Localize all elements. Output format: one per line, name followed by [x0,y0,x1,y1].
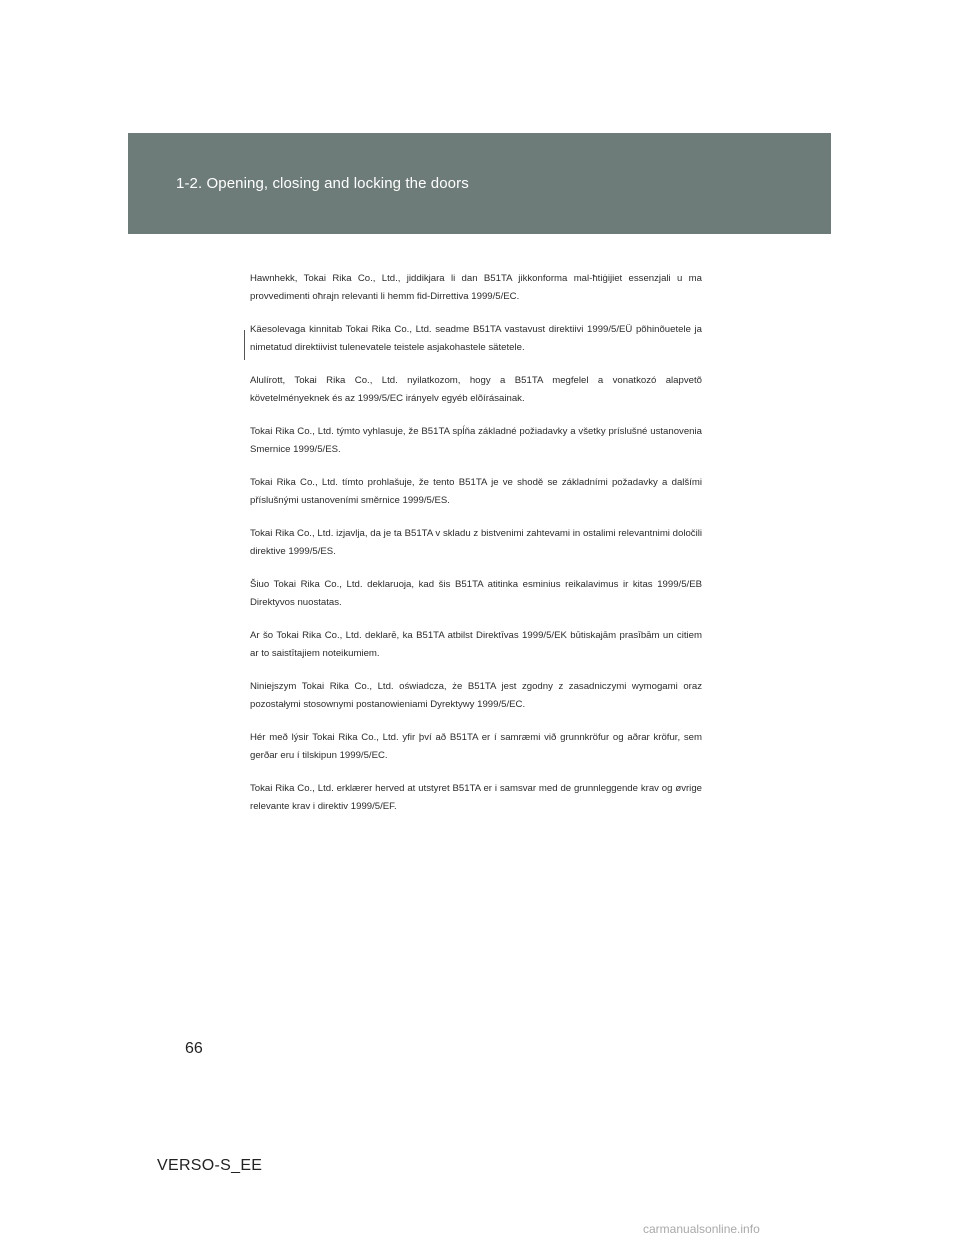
declaration-lithuanian: Šiuo Tokai Rika Co., Ltd. deklaruoja, kad šis B51TA atitinka esminius reikalavimus ir kitas 1999/5/EB Direktyvos nuostatas. [250,579,702,608]
document-code: VERSO-S_EE [157,1157,263,1174]
margin-mark [244,330,245,360]
declaration-slovak: Tokai Rika Co., Ltd. týmto vyhlasuje, že B51TA spĺňa základné požiadavky a všetky príslušné ustanovenia Smernice 1999/5/ES. [250,426,702,455]
declaration-list [250,270,702,815]
declaration-polish: Niniejszym Tokai Rika Co., Ltd. oświadcza, że B51TA jest zgodny z zasadniczymi wymogami oraz pozostałymi stosownymi postanowieniami Dyrektywy 1999/5/EC. [250,681,702,710]
declaration-icelandic: Hér með lýsir Tokai Rika Co., Ltd. yfir því að B51TA er í samræmi við grunnkröfur og aðrar kröfur, sem gerðar eru í tilskipun 1999/5/EC. [250,732,702,761]
watermark: carmanualsonline.info [643,1222,760,1236]
declaration-norwegian: Tokai Rika Co., Ltd. erklærer herved at utstyret B51TA er i samsvar med de grunnleggende krav og øvrige relevante krav i direktiv 1999/5/EF. [250,783,702,812]
declaration-latvian: Ar šo Tokai Rika Co., Ltd. deklarē, ka B51TA atbilst Direktīvas 1999/5/EK būtiskajām prasībām un citiem ar to saistītajiem noteikumiem. [250,630,702,659]
declaration-maltese: Hawnhekk, Tokai Rika Co., Ltd., jiddikjara li dan B51TA jikkonforma mal-ħtiġijiet essenzjali u ma provvedimenti oħrajn relevanti li hemm fid-Dirrettiva 1999/5/EC. [250,273,702,302]
declaration-slovenian: Tokai Rika Co., Ltd. izjavlja, da je ta B51TA v skladu z bistvenimi zahtevami in ostalimi relevantnimi določili direktive 1999/5/ES. [250,528,702,557]
section-header-band [128,133,831,234]
section-title: 1-2. Opening, closing and locking the doors [176,175,469,192]
declaration-hungarian: Alulírott, Tokai Rika Co., Ltd. nyilatkozom, hogy a B51TA megfelel a vonatkozó alapvetõ követelményeknek és az 1999/5/EC irányelv egyéb elõírásainak. [250,375,702,404]
declaration-czech: Tokai Rika Co., Ltd. tímto prohlašuje, že tento B51TA je ve shodě se základními požadavky a dalšími příslušnými ustanoveními směrnice 1999/5/ES. [250,477,702,506]
page-number: 66 [185,1040,203,1057]
declaration-estonian: Käesolevaga kinnitab Tokai Rika Co., Ltd. seadme B51TA vastavust direktiivi 1999/5/EÜ põhinõuetele ja nimetatud direktiivist tulenevatele teistele asjakohastele sätetele. [250,324,702,353]
